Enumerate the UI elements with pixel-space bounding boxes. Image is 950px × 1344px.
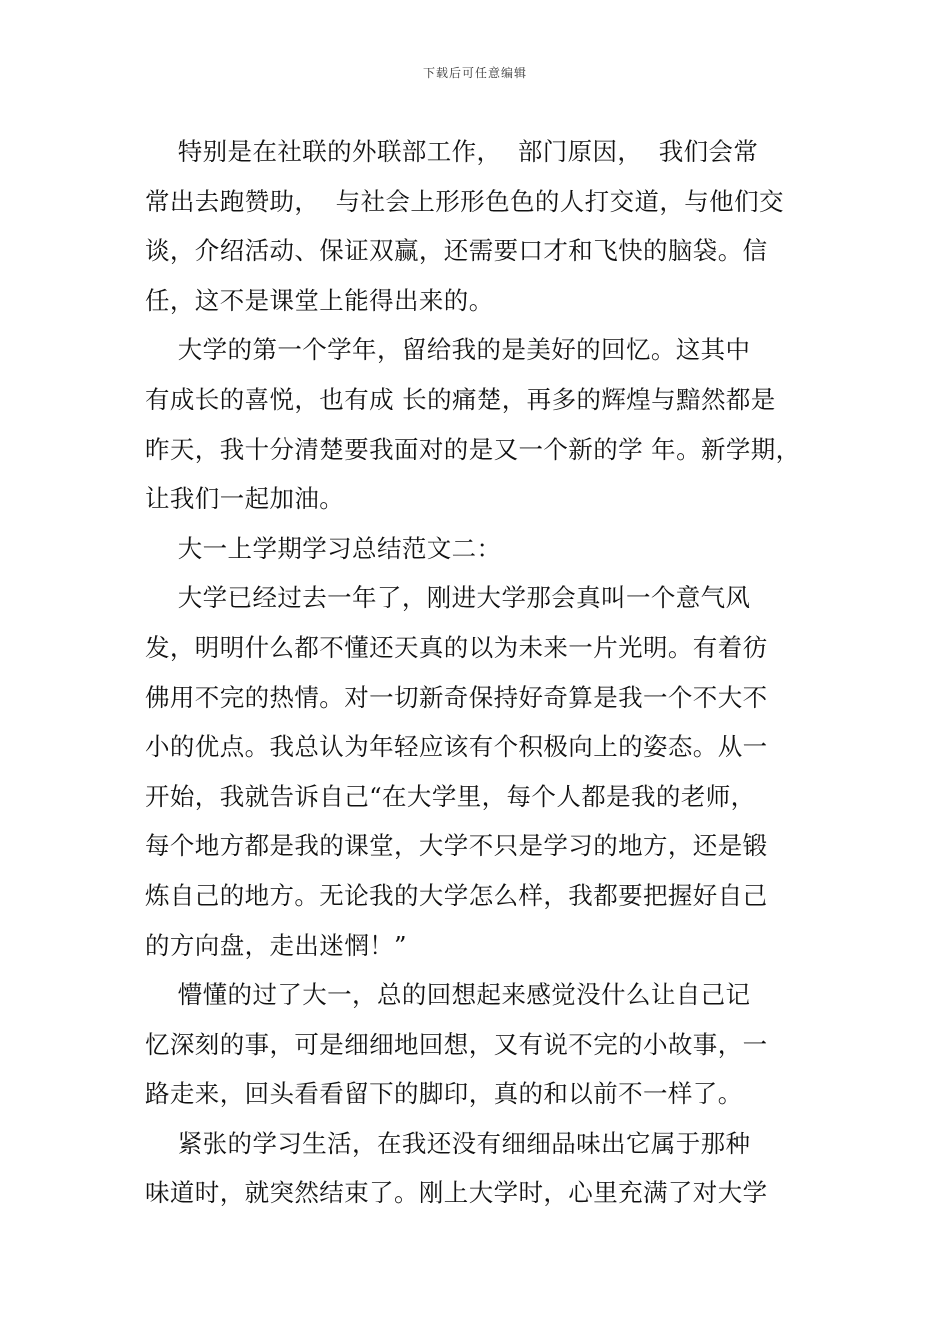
text-line: 常出去跑赞助， 与社会上形形色色的人打交道，与他们交 bbox=[145, 186, 784, 216]
text-line: 昨天，我十分清楚要我面对的是又一个新的学 年。新学期， bbox=[145, 434, 801, 464]
text-line: 炼自己的地方。无论我的大学怎么样，我都要把握好自己 bbox=[145, 880, 768, 910]
text-line: 的方向盘，走出迷惘！” bbox=[145, 930, 407, 960]
text-line: 大学已经过去一年了，刚进大学那会真叫一个意气风 bbox=[145, 583, 751, 613]
text-line: 每个地方都是我的课堂，大学不只是学习的地方，还是锻 bbox=[145, 831, 768, 861]
text-line: 开始，我就告诉自己“在大学里，每个人都是我的老师， bbox=[145, 781, 756, 811]
text-line: 紧张的学习生活，在我还没有细细品味出它属于那种 bbox=[145, 1128, 751, 1158]
text-line: 懵懂的过了大一，总的回想起来感觉没什么让自己记 bbox=[145, 980, 751, 1010]
document-body bbox=[145, 127, 825, 1218]
text-line: 忆深刻的事，可是细细地回想，又有说不完的小故事，一 bbox=[145, 1029, 768, 1059]
text-line: 味道时，就突然结束了。刚上大学时，心里充满了对大学 bbox=[145, 1178, 768, 1208]
text-line: 特别是在社联的外联部工作， 部门原因， 我们会常 bbox=[145, 137, 759, 166]
header-note: 下载后可任意编辑 bbox=[422, 66, 527, 80]
text-line: 小的优点。我总认为年轻应该有个积极向上的姿态。从一 bbox=[145, 732, 768, 762]
text-line: 任，这不是课堂上能得出来的。 bbox=[145, 285, 494, 315]
text-line: 大学的第一个学年，留给我的是美好的回忆。这其中 bbox=[145, 335, 751, 365]
text-line: 路走来，回头看看留下的脚印，真的和以前不一样了。 bbox=[145, 1079, 743, 1109]
text-line: 谈，介绍活动、保证双赢，还需要口才和飞快的脑袋。信 bbox=[145, 236, 768, 266]
text-line: 有成长的喜悦，也有成 长的痛楚，再多的辉煌与黯然都是 bbox=[145, 384, 776, 414]
text-line: 发，明明什么都不懂还天真的以为未来一片光明。有着彷 bbox=[145, 632, 768, 662]
text-line: 佛用不完的热情。对一切新奇保持好奇算是我一个不大不 bbox=[145, 682, 768, 712]
text-line: 让我们一起加油。 bbox=[145, 484, 345, 514]
section-heading: 大一上学期学习总结范文二： bbox=[145, 533, 502, 563]
